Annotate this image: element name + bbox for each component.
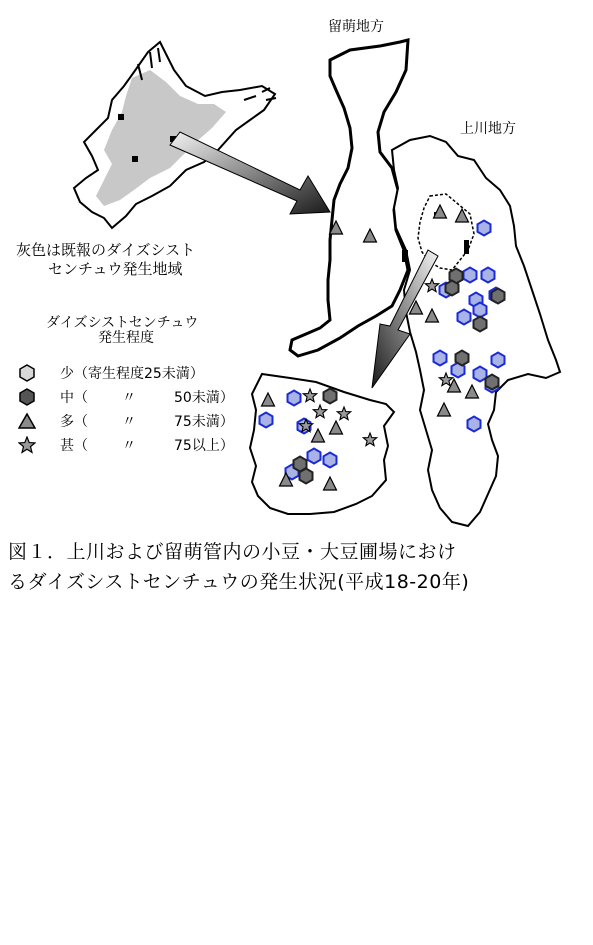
label-gray-note-1: 灰色は既報のダイズシスト	[16, 241, 196, 259]
marker-low	[464, 268, 477, 283]
label-rumoi: 留萌地方	[328, 19, 384, 35]
marker-mid	[456, 351, 469, 366]
marker-low	[308, 449, 321, 464]
legend-level-mid: 中（	[60, 390, 88, 406]
label-gray-note-2: センチュウ発生地域	[48, 260, 183, 278]
kamikawa-region	[392, 136, 560, 526]
legend-value-high: 75未満）	[174, 414, 234, 430]
star-icon	[18, 436, 36, 454]
marker-mid	[474, 317, 487, 332]
marker-mid	[492, 289, 505, 304]
label-kamikawa: 上川地方	[460, 121, 516, 137]
marker-low	[288, 391, 301, 406]
marker-low	[478, 221, 491, 236]
triangle-icon	[18, 412, 36, 430]
marker-low	[434, 351, 447, 366]
legend-title-1: ダイズシストセンチュウ	[46, 315, 199, 331]
marker-low	[482, 268, 495, 283]
marker-low	[260, 413, 273, 428]
figure-caption	[8, 537, 588, 597]
pointer-arrow-1	[170, 132, 330, 214]
ditto-mark: 〃	[122, 414, 136, 430]
caption-line-2: るダイズシストセンチュウの発生状況(平成18-20年)	[8, 571, 470, 593]
marker-low	[492, 353, 505, 368]
caption-line-1: 図１．上川および留萌管内の小豆・大豆圃場におけ	[8, 541, 457, 563]
legend-level-high: 多（	[60, 414, 88, 430]
legend-level-severe: 甚（	[60, 438, 88, 454]
legend-value-severe: 75以上）	[174, 438, 234, 454]
legend-value-mid: 50未満）	[174, 390, 234, 406]
marker-mid	[486, 375, 499, 390]
hokkaido-inset	[74, 42, 276, 228]
hexagon-dark-icon	[18, 388, 36, 406]
marker-low	[474, 303, 487, 318]
hexagon-light-icon	[18, 364, 36, 382]
ditto-mark: 〃	[122, 438, 136, 454]
marker-low	[468, 417, 481, 432]
marker-mid	[324, 389, 337, 404]
marker-low	[324, 453, 337, 468]
marker-mid	[446, 281, 459, 296]
marker-mid	[300, 469, 313, 484]
marker-low	[458, 310, 471, 325]
ditto-mark: 〃	[122, 390, 136, 406]
legend-title-2: 発生程度	[98, 330, 154, 346]
legend-level-low: 少（寄生程度25未満）	[60, 366, 204, 382]
